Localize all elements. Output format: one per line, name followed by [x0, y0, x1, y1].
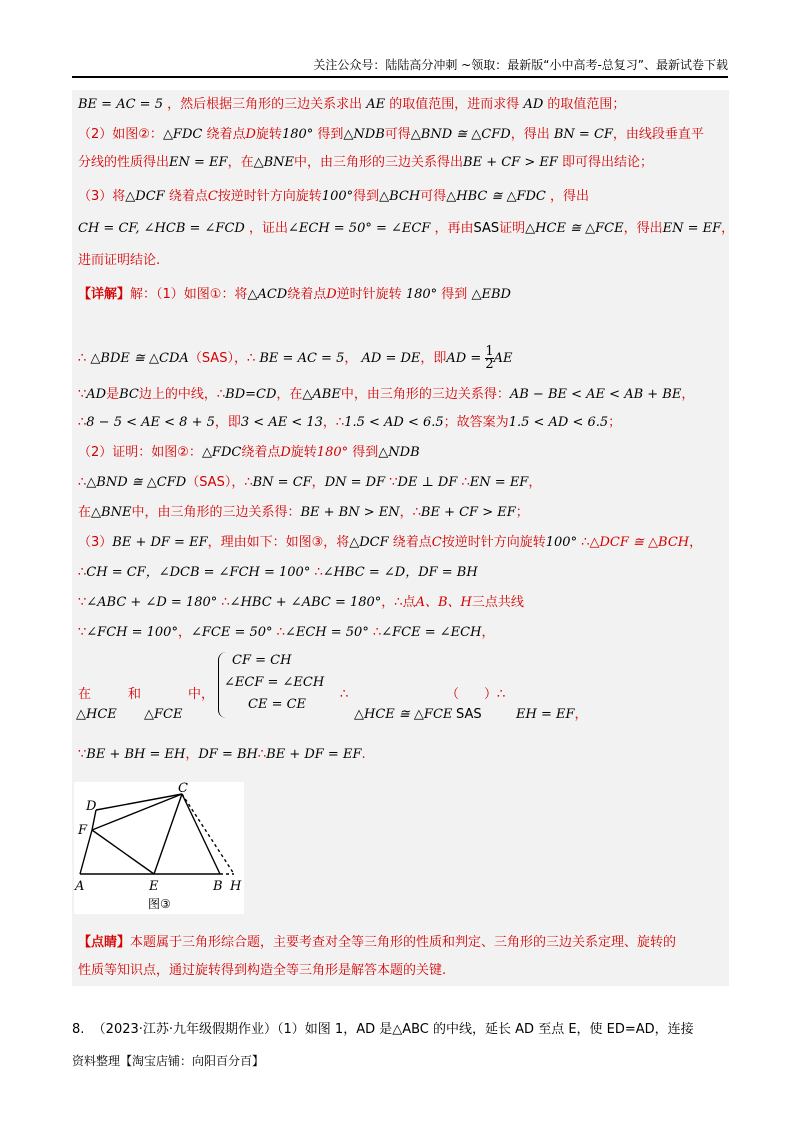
- math: BN = CF: [553, 127, 613, 142]
- math: 180°: [281, 127, 314, 142]
- text: 中，: [188, 687, 215, 702]
- text: ，: [528, 475, 542, 490]
- text: 可得: [384, 127, 411, 142]
- math: ∠ECF = ∠ECH: [224, 675, 325, 690]
- math: BE + BN > EN: [300, 505, 400, 520]
- text: ，即: [420, 351, 447, 366]
- text: 解：（1）如图①：将: [130, 287, 248, 302]
- math: AB − BE < AE < AB + BE: [509, 387, 682, 402]
- text: 绕着点: [206, 127, 246, 142]
- math: 100°: [321, 189, 354, 204]
- text: 绕着点: [241, 445, 281, 460]
- math: △NDB: [378, 445, 420, 460]
- detail-line-3: [78, 386, 694, 404]
- label-a: A: [75, 879, 85, 894]
- text: 三点共线: [471, 595, 524, 610]
- text: ∵: [78, 387, 87, 402]
- math: ∠ECH = 50°: [284, 625, 369, 640]
- analysis-line-4: [78, 188, 589, 206]
- math: A、B、H: [415, 595, 472, 610]
- text: （3）: [78, 535, 113, 550]
- math: ∠HBC = ∠D，DF = BH: [322, 565, 478, 580]
- text: （SAS），∴: [186, 475, 253, 490]
- text: SAS: [473, 221, 500, 236]
- detail-line-5: [78, 444, 420, 462]
- math: DF = BH: [198, 747, 258, 762]
- therefore-1: [340, 686, 348, 704]
- math: △NDB: [343, 127, 385, 142]
- text: ，证出: [248, 221, 288, 236]
- text: ∴: [78, 565, 87, 580]
- math: 180°: [316, 445, 349, 460]
- text: ，∴: [399, 505, 421, 520]
- and-word: [128, 686, 141, 704]
- detail-line-8: [78, 534, 702, 552]
- text: ∴: [372, 625, 382, 640]
- text: ∵: [389, 475, 398, 490]
- text: ，: [574, 707, 588, 722]
- text: ∴: [257, 747, 267, 762]
- text: ，得出: [550, 189, 590, 204]
- text: ，: [311, 475, 325, 490]
- detail-line-4: [78, 414, 621, 432]
- text: 即可得出结论；: [562, 155, 654, 170]
- math: CH = CF, ∠HCB = ∠FCD: [78, 221, 245, 236]
- text: 得到: [441, 287, 468, 302]
- text: 得到: [352, 445, 379, 460]
- text: ，在: [227, 155, 254, 170]
- math: ∠HBC + ∠ABC = 180°: [229, 595, 382, 610]
- question-line: [72, 1018, 694, 1037]
- text: 中，由三角形的三边关系得出: [294, 155, 464, 170]
- text: ，然后根据三角形的三边关系求出: [167, 97, 363, 112]
- fraction: [485, 346, 493, 371]
- text: 是: [106, 387, 120, 402]
- math: BN = CF: [252, 475, 312, 490]
- text: 的取值范围；: [547, 97, 626, 112]
- text: 逆时针旋转: [336, 287, 402, 302]
- text: （SAS），∴: [188, 351, 256, 366]
- text: （2）证明：如图②：: [78, 445, 202, 460]
- numerator: 1: [485, 344, 494, 359]
- figure-caption: 图③: [148, 897, 171, 911]
- detail-line-2: [78, 346, 513, 371]
- math: △FDC: [162, 127, 203, 142]
- detail-line-6: [78, 474, 541, 492]
- math: BE + CF > EF: [420, 505, 516, 520]
- text: （: [446, 687, 460, 702]
- math: CF = CH: [232, 653, 292, 668]
- math: BE = AC = 5: [259, 351, 345, 366]
- text: 中，由三角形的三边关系得：: [131, 505, 301, 520]
- text: ∵: [78, 595, 87, 610]
- header-text: 关注公众号：陆陆高分冲刺 ~领取：最新版“小中高考-总复习”、最新试卷下载: [313, 58, 728, 72]
- math: EH = EF: [516, 707, 575, 722]
- math: △BND ≅ △CFD: [86, 475, 187, 490]
- math: AD: [86, 387, 107, 402]
- text: ∴: [581, 535, 590, 550]
- math: 1.5 < AD < 6.5: [344, 415, 444, 430]
- math: DN = DF: [324, 475, 386, 490]
- math: BE + DF = EF: [266, 747, 362, 762]
- math: △BNE: [91, 505, 132, 520]
- label-e: E: [149, 879, 159, 894]
- math: 1.5 < AD < 6.5: [508, 415, 609, 430]
- congruence-result: [354, 706, 452, 724]
- detail-line-9: [78, 564, 478, 582]
- text: .: [361, 747, 366, 762]
- text: ，: [344, 351, 358, 366]
- comment-line-1: [78, 934, 676, 952]
- segment-ch: [182, 794, 234, 874]
- text: 旋转: [255, 127, 282, 142]
- math: △FCE: [144, 707, 183, 722]
- math: 180°: [405, 287, 438, 302]
- equation-1: [232, 652, 291, 670]
- denominator: 2: [485, 357, 494, 372]
- text: 绕着点: [287, 287, 327, 302]
- text: 按逆时针方向旋转: [217, 189, 322, 204]
- math: △BDE ≅ △CDA: [90, 351, 189, 366]
- text: 在: [78, 505, 92, 520]
- text: ，∴点: [381, 595, 416, 610]
- analysis-line-2: [78, 126, 704, 144]
- math: BD=CD: [225, 387, 277, 402]
- math: BE + BH = EH: [86, 747, 186, 762]
- text: ；: [515, 505, 529, 520]
- math: △BND ≅ △CFD: [410, 127, 511, 142]
- math: ∠FCE = 50°: [190, 625, 273, 640]
- text: ∴: [340, 687, 349, 702]
- detail-line-1: [78, 286, 511, 304]
- math: ∠ABC + ∠D = 180°: [86, 595, 218, 610]
- footer-text: 资料整理【淘宝店铺：向阳百分百】: [72, 1054, 265, 1068]
- math: △HCE ≅ △FCE: [354, 707, 453, 722]
- math: C: [207, 189, 218, 204]
- text: ∴: [461, 475, 470, 490]
- math: △EBD: [471, 287, 511, 302]
- text: ，得出: [623, 221, 663, 236]
- detail-line-13: [78, 746, 366, 764]
- math: BE = AC = 5: [78, 97, 163, 112]
- text: ，: [481, 625, 495, 640]
- text: ，: [681, 387, 695, 402]
- text: ∴: [78, 351, 87, 366]
- analysis-line-6: [78, 252, 160, 270]
- math: AE: [366, 97, 386, 112]
- math: BC: [119, 387, 139, 402]
- segment-ec: [154, 794, 182, 874]
- text: 得到: [353, 189, 380, 204]
- text: ，得出: [510, 127, 550, 142]
- text: （3）将: [78, 189, 126, 204]
- text: ，∴: [322, 415, 345, 430]
- detail-line-7: [78, 504, 529, 522]
- math: 3 < AE < 13: [240, 415, 323, 430]
- analysis-line-5: [78, 220, 734, 238]
- math: AD: [523, 97, 544, 112]
- math: BE + DF = EF: [112, 535, 208, 550]
- text: 旋转: [290, 445, 317, 460]
- math: △BNE: [253, 155, 294, 170]
- text: （2）如图②：: [78, 127, 163, 142]
- math: △HCE: [76, 707, 117, 722]
- label-f: F: [78, 823, 88, 838]
- question-text: （2023·江苏·九年级假期作业）（1）如图 1，AD 是△ABC 的中线，延长 AD 至点 E，使 ED=AD，连接: [92, 1022, 694, 1037]
- math: △BCH: [379, 189, 421, 204]
- label-h: H: [230, 879, 242, 894]
- text: ∴: [221, 595, 230, 610]
- figure-svg: [74, 782, 244, 914]
- math: D: [326, 287, 337, 302]
- math: CE = CE: [248, 697, 307, 712]
- math: ∠ECH = 50° = ∠ECF: [287, 221, 431, 236]
- math: △HBC ≅ △FDC: [446, 189, 546, 204]
- text: ∵: [78, 625, 87, 640]
- math: 8 − 5 < AE < 8 + 5: [86, 415, 215, 430]
- math: EN = EF: [469, 475, 529, 490]
- comment-text: 本题属于三角形综合题，主要考查对全等三角形的性质和判定、三角形的三边关系定理、旋转的: [130, 935, 677, 950]
- paren-open: [446, 686, 459, 704]
- text: ，在: [276, 387, 303, 402]
- text: ；: [608, 415, 622, 430]
- text: ，: [177, 625, 191, 640]
- text: ，: [185, 747, 199, 762]
- text: 边上的中线，∴: [138, 387, 226, 402]
- text: 绕着点: [168, 189, 208, 204]
- text: ，即: [214, 415, 241, 430]
- text: 证明: [499, 221, 526, 236]
- triangle-hce-label: [76, 706, 117, 724]
- math: C: [431, 535, 442, 550]
- middle-word: [188, 686, 214, 704]
- math: BE + CF > EF: [463, 155, 558, 170]
- math: DE ⊥ DF: [397, 475, 458, 490]
- label-b: B: [213, 879, 223, 894]
- text: 按逆时针方向旋转: [441, 535, 546, 550]
- triangle-fce-label: [144, 706, 182, 724]
- text: ；故答案为: [443, 415, 509, 430]
- comment-text: 性质等知识点，通过旋转得到构造全等三角形是解答本题的关键.: [78, 963, 447, 978]
- equation-2: [224, 674, 324, 692]
- math: △DCF: [349, 535, 389, 550]
- text: 得到: [317, 127, 344, 142]
- math: AD =: [446, 351, 482, 366]
- text: ∴: [314, 565, 323, 580]
- text: ，: [689, 535, 703, 550]
- math: △ABE: [302, 387, 341, 402]
- text: ∵: [78, 747, 87, 762]
- segment-cb: [182, 794, 220, 874]
- math: D: [280, 445, 291, 460]
- comment-tag: 【点睛】: [78, 935, 131, 950]
- text: 和: [128, 687, 142, 702]
- text: SAS: [456, 707, 482, 722]
- segment-fc: [92, 794, 182, 830]
- page-footer: [72, 1052, 264, 1069]
- text: 的取值范围，进而求得: [389, 97, 520, 112]
- analysis-line-1: [78, 96, 625, 114]
- math: D: [245, 127, 256, 142]
- text: ∴: [276, 625, 285, 640]
- sas-label: [456, 706, 482, 724]
- math: △DCF ≅ △BCH: [589, 535, 690, 550]
- text: ∴: [78, 415, 87, 430]
- math: △FDC: [201, 445, 242, 460]
- math: 100°: [545, 535, 578, 550]
- math: △HCE ≅ △FCE: [525, 221, 624, 236]
- text: 中，由三角形的三边关系得：: [340, 387, 510, 402]
- text: ）∴: [484, 687, 506, 702]
- math: AD = DE: [361, 351, 421, 366]
- text: ∴: [78, 475, 87, 490]
- math: EN = EF: [169, 155, 228, 170]
- detail-line-11: [78, 624, 494, 642]
- math: CH = CF，∠DCB = ∠FCH = 100°: [86, 565, 311, 580]
- equation-3: [248, 696, 306, 714]
- analysis-line-3: [78, 154, 653, 172]
- page-header: [72, 56, 728, 78]
- text: ，理由如下：如图③，将: [207, 535, 350, 550]
- text: 绕着点: [392, 535, 432, 550]
- question-number: 8.: [72, 1022, 85, 1037]
- detail-line-12: [78, 686, 91, 704]
- text: ，由线段垂直平: [612, 127, 704, 142]
- text: 在: [78, 687, 92, 702]
- math: ∠FCE = ∠ECH: [381, 625, 482, 640]
- text: ，: [721, 221, 735, 236]
- math: △ACD: [247, 287, 288, 302]
- label-d: D: [86, 799, 97, 814]
- math: △DCF: [125, 189, 165, 204]
- math: ∠FCH = 100°: [86, 625, 178, 640]
- text: 可得: [420, 189, 447, 204]
- label-c: C: [178, 782, 188, 796]
- comment-line-2: [78, 962, 446, 980]
- eh-ef-result: [516, 706, 588, 724]
- segment-dc: [96, 794, 182, 810]
- detail-tag: 【详解】: [78, 287, 131, 302]
- math: EN = EF: [662, 221, 722, 236]
- detail-line-10: [78, 594, 524, 612]
- segment-fe: [92, 830, 154, 874]
- text: ，再由: [434, 221, 474, 236]
- text: 进而证明结论.: [78, 253, 161, 268]
- geometry-figure: [74, 782, 244, 914]
- text: 分线的性质得出: [78, 155, 170, 170]
- math: AE: [493, 351, 513, 366]
- paren-close: [484, 686, 505, 704]
